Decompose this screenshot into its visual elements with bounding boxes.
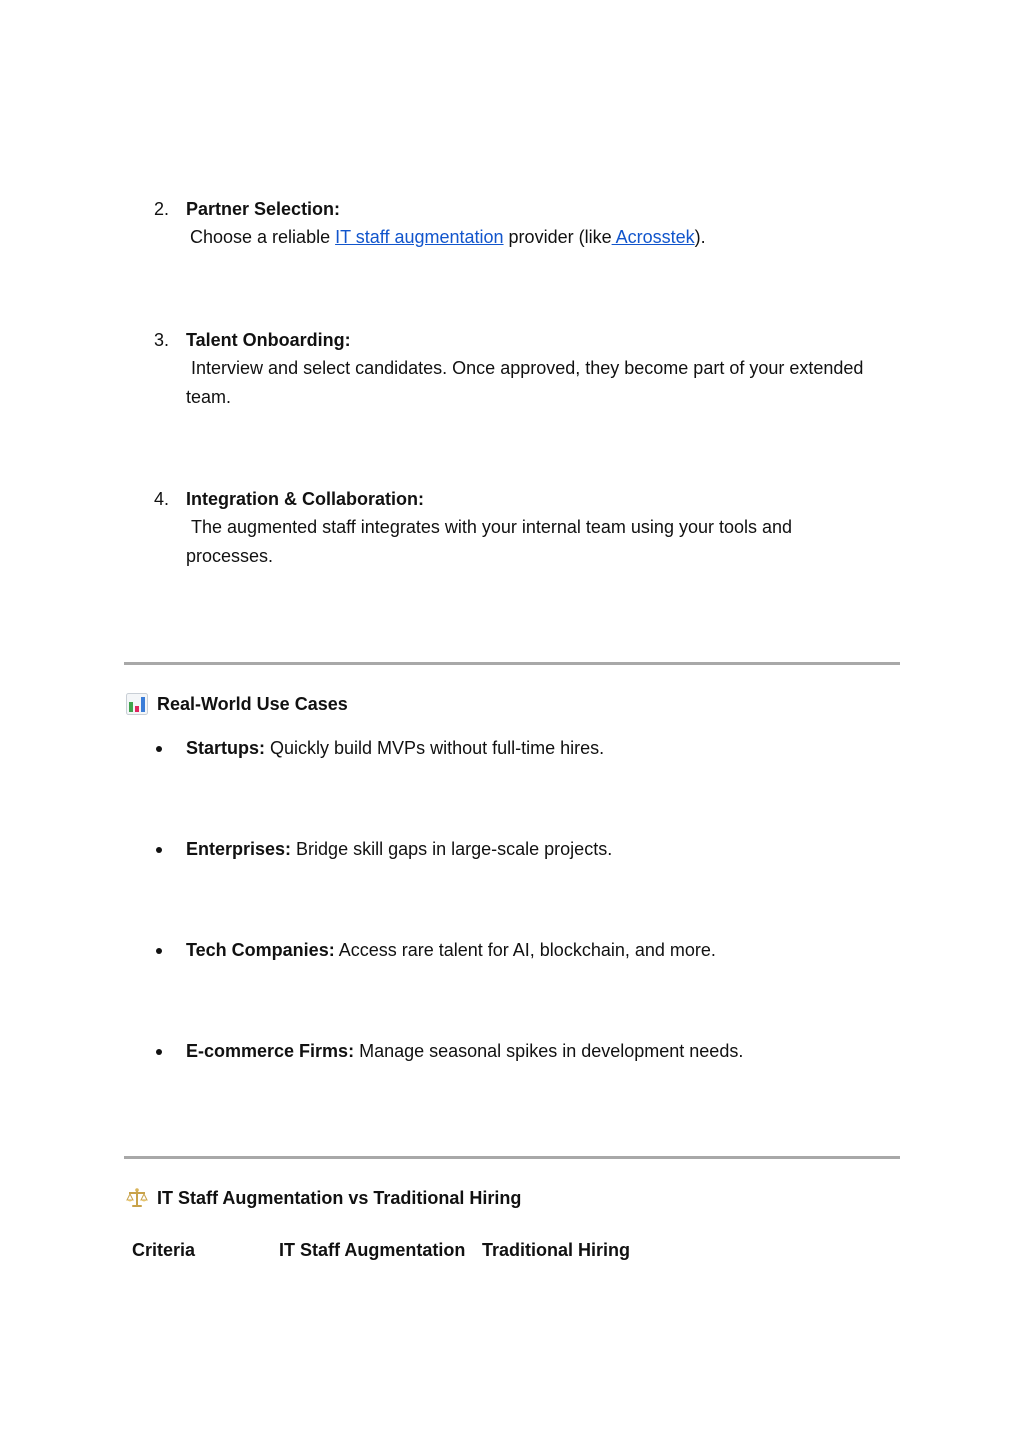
list-item — [154, 736, 604, 760]
use-case-label: Tech Companies: — [186, 940, 335, 960]
step-title-integration: Integration & Collaboration: — [186, 489, 424, 509]
use-case-label: E-commerce Firms: — [186, 1041, 355, 1061]
list-item — [154, 1039, 743, 1063]
step-body-text: Choose a reliable — [190, 227, 336, 247]
step-body-partner-selection — [186, 223, 906, 252]
use-case-label: Enterprises: — [186, 839, 292, 859]
section-heading-text: Real-World Use Cases — [157, 694, 348, 714]
list-number: 3. — [154, 330, 170, 350]
table-header-it-staff-augmentation: IT Staff Augmentation — [279, 1240, 466, 1260]
step-body-integration: The augmented staff integrates with your internal team using your tools and processes. — [186, 517, 798, 566]
bullet-icon — [154, 1039, 186, 1063]
horizontal-divider — [124, 662, 900, 665]
use-case-text: Access rare talent for AI, blockchain, and more. — [334, 940, 716, 960]
it-staff-augmentation-link[interactable]: IT staff augmentation — [335, 227, 504, 247]
list-number: 4. — [154, 489, 170, 509]
use-case-text: Manage seasonal spikes in development needs. — [354, 1041, 744, 1061]
bullet-icon — [154, 938, 186, 962]
table-header-traditional-hiring: Traditional Hiring — [482, 1240, 631, 1260]
list-number: 2. — [154, 199, 170, 219]
step-body-text: ). — [694, 227, 706, 247]
list-item — [154, 837, 612, 861]
acrosstek-link[interactable]: Acrosstek — [611, 227, 695, 247]
list-item — [154, 938, 716, 962]
step-body-talent-onboarding: Interview and select candidates. Once approved, they become part of your extended team. — [186, 358, 869, 407]
use-case-text: Bridge skill gaps in large-scale projects. — [291, 839, 613, 859]
balance-scale-icon — [126, 1187, 148, 1209]
step-body-text: provider (like — [503, 227, 612, 247]
bar-chart-icon — [126, 693, 148, 715]
step-title-partner-selection: Partner Selection: — [186, 199, 341, 219]
comparison-heading — [126, 1186, 521, 1210]
use-cases-heading — [126, 692, 348, 716]
bullet-icon — [154, 837, 186, 861]
table-header-criteria: Criteria — [132, 1240, 196, 1260]
step-title-talent-onboarding: Talent Onboarding: — [186, 330, 351, 350]
section-heading-text: IT Staff Augmentation vs Traditional Hiring — [157, 1188, 522, 1208]
use-case-text: Quickly build MVPs without full-time hires. — [265, 738, 605, 758]
bullet-icon — [154, 736, 186, 760]
use-case-label: Startups: — [186, 738, 266, 758]
horizontal-divider — [124, 1156, 900, 1159]
